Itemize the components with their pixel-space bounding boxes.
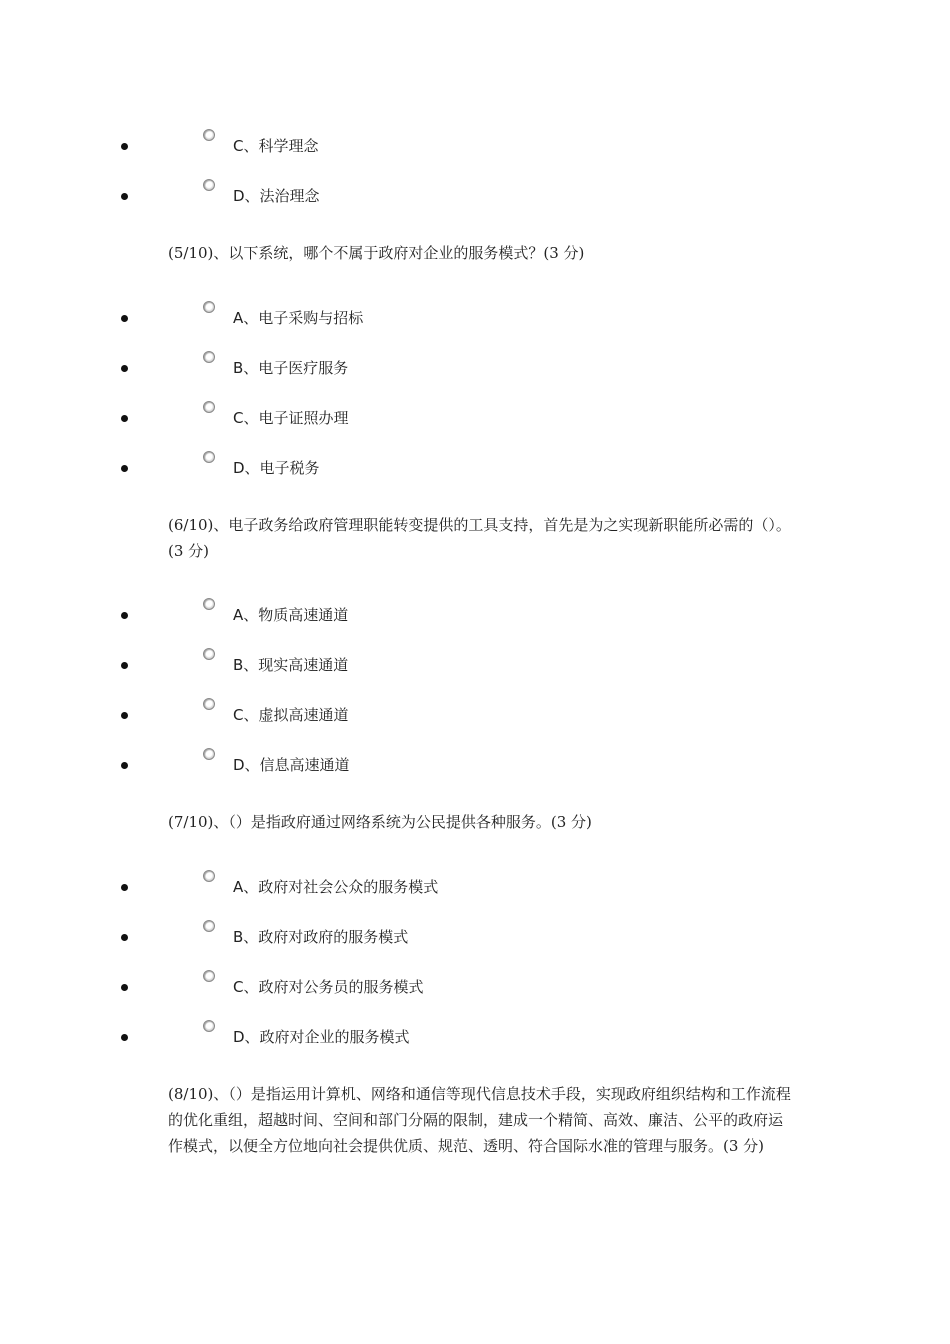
bullet bbox=[121, 143, 128, 150]
bullet bbox=[121, 712, 128, 719]
radio-button[interactable] bbox=[203, 920, 215, 932]
option-label: A、物质高速通道 bbox=[233, 606, 349, 624]
bullet bbox=[121, 315, 128, 322]
option-label: B、政府对政府的服务模式 bbox=[233, 928, 409, 946]
radio-button[interactable] bbox=[203, 351, 215, 363]
radio-button[interactable] bbox=[203, 970, 215, 982]
radio-button[interactable] bbox=[203, 1020, 215, 1032]
bullet bbox=[121, 365, 128, 372]
option-label: C、政府对公务员的服务模式 bbox=[233, 978, 424, 996]
radio-button[interactable] bbox=[203, 598, 215, 610]
option-label: A、政府对社会公众的服务模式 bbox=[233, 878, 439, 896]
radio-button[interactable] bbox=[203, 648, 215, 660]
radio-button[interactable] bbox=[203, 179, 215, 191]
option-label: B、电子医疗服务 bbox=[233, 359, 349, 377]
bullet bbox=[121, 984, 128, 991]
option-label: B、现实高速通道 bbox=[233, 656, 349, 674]
radio-button[interactable] bbox=[203, 401, 215, 413]
option-label: D、政府对企业的服务模式 bbox=[233, 1028, 410, 1046]
option-label: D、电子税务 bbox=[233, 459, 320, 477]
option-label: C、电子证照办理 bbox=[233, 409, 349, 427]
bullet bbox=[121, 884, 128, 891]
question-text: (8/10)、（）是指运用计算机、网络和通信等现代信息技术手段，实现政府组织结构和工作流程的优化重组，超越时间、空间和部门分隔的限制，建成一个精简、高效、廉洁、公平的政府运作模式，以便全方位地向社会提供优质、规范、透明、符合国际水准的管理与服务。(3 分) bbox=[168, 1085, 791, 1155]
bullet bbox=[121, 934, 128, 941]
radio-button[interactable] bbox=[203, 129, 215, 141]
option-label: A、电子采购与招标 bbox=[233, 309, 364, 327]
radio-button[interactable] bbox=[203, 301, 215, 313]
bullet bbox=[121, 662, 128, 669]
radio-button[interactable] bbox=[203, 698, 215, 710]
radio-button[interactable] bbox=[203, 451, 215, 463]
bullet bbox=[121, 415, 128, 422]
bullet bbox=[121, 193, 128, 200]
option-label: C、科学理念 bbox=[233, 137, 319, 155]
question-text: (6/10)、电子政务给政府管理职能转变提供的工具支持，首先是为之实现新职能所必需的（）。(3 分) bbox=[168, 516, 791, 560]
question-text: (5/10)、以下系统，哪个不属于政府对企业的服务模式？(3 分) bbox=[168, 244, 585, 262]
radio-button[interactable] bbox=[203, 870, 215, 882]
option-label: D、法治理念 bbox=[233, 187, 320, 205]
bullet bbox=[121, 762, 128, 769]
bullet bbox=[121, 465, 128, 472]
option-label: D、信息高速通道 bbox=[233, 756, 350, 774]
bullet bbox=[121, 612, 128, 619]
bullet bbox=[121, 1034, 128, 1041]
question-text: (7/10)、（）是指政府通过网络系统为公民提供各种服务。(3 分) bbox=[168, 813, 592, 831]
radio-button[interactable] bbox=[203, 748, 215, 760]
option-label: C、虚拟高速通道 bbox=[233, 706, 349, 724]
